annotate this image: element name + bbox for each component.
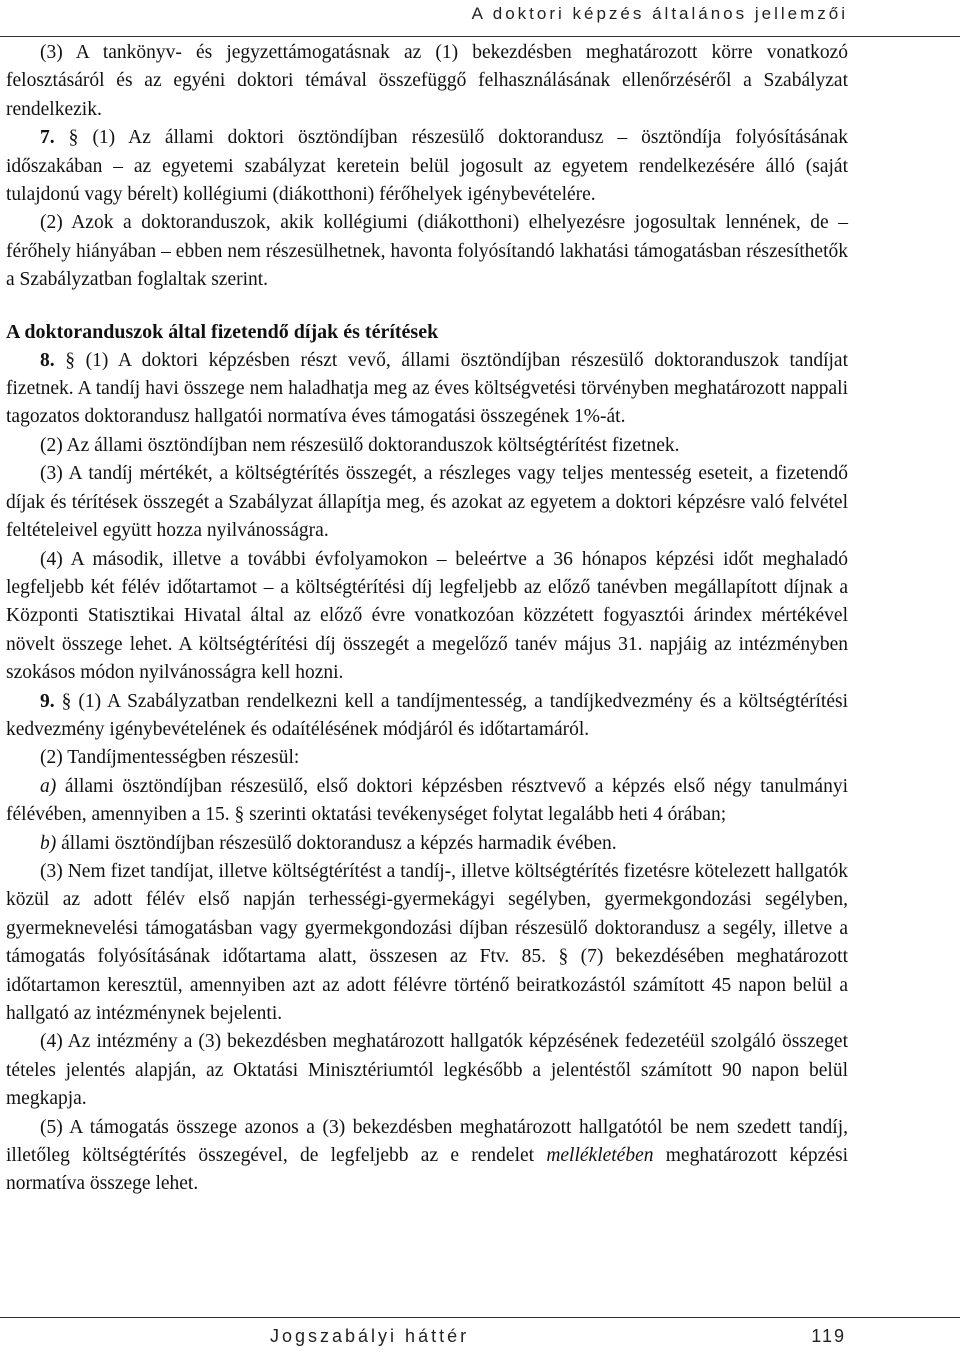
item-b-text: állami ösztöndíjban részesülő doktorandusz a képzés harmadik évében. — [56, 832, 617, 854]
paragraph-9-1 — [6, 688, 848, 745]
paragraph-9-1-text: § (1) A Szabályzatban rendelkezni kell a tandíjmentesség, a tandíjkedvezmény és a költségtérítési kedvezmény igénybevételének és odaítélésének módjáról és időtartamáról. — [6, 690, 848, 740]
paragraph-7-1 — [6, 124, 848, 209]
document-body — [6, 39, 848, 1199]
paragraph-7-2: (2) Azok a doktoranduszok, akik kollégiumi (diákotthoni) elhelyezésre jogosultak lennének, de – férőhely hiányában – ebben nem részesülhetnek, havonta folyósítandó lakhatási támogatásban részesíthetők a Szabályzatban foglaltak szerint. — [6, 212, 848, 291]
section-heading: A doktoranduszok által fizetendő díjak és térítések — [6, 320, 439, 343]
paragraph-9-3: (3) Nem fizet tandíjat, illetve költségtérítést a tandíj-, illetve költségtérítés fizetésre kötelezett hallgatók közül az adott félév első napján terhességi-gyermekágyi segélyben, gyermekgondozási segélyben, gyermeknevelési támogatásban vagy gyermekgondozási díjban részesülő doktorandusz a segély, illetve a támogatás folyósításának időtartama alatt, összesen az Ftv. 85. § (7) bekezdésében meghatározott időtartamon keresztül, amennyiben azt az adott félévre történő beiratkozástól számított 45 napon belül a hallgató az intézménynek bejelenti. — [6, 860, 848, 1024]
paragraph-8-4: (4) A második, illetve a további évfolyamokon – beleértve a 36 hónapos képzési időt meghaladó legfeljebb két félév időtartamot – a költségtérítési díj legfeljebb az előző tanévben megállapított díjnak a Központi Statisztikai Hivatal által az előző évre vonatkozóan közzétett fogyasztói árindex mértékével növelt összege lehet. A költségtérítési díj összegét a megelőző tanév május 31. napjáig az intézményben szokásos módon nyilvánosságra kell hozni. — [6, 548, 848, 684]
section-number-7: 7. — [40, 127, 55, 149]
paragraph-9-5-text-pre: (5) A támogatás összege azonos a (3) bekezdésben meghatározott hallgatótól be nem szedett tandíj, illetőleg költségtérítés összegével, de legfeljebb az e rendelet — [6, 1116, 848, 1167]
paragraph-9-5 — [6, 1114, 848, 1199]
item-a-text: állami ösztöndíjban részesülő, első doktori képzésben résztvevő a képzés első négy tanulmányi félévében, amennyiben a 15. § szerinti oktatási tevékenységet folytat legalább heti 4 órában; — [6, 775, 848, 826]
item-label-a: a) — [40, 775, 57, 797]
section-number-8: 8. — [40, 349, 55, 371]
paragraph-8-2: (2) Az állami ösztöndíjban nem részesülő doktoranduszok költségtérítést fizetnek. — [40, 434, 680, 456]
footer-title: Jogszabályi háttér — [270, 1326, 470, 1346]
paragraph-6-3: (3) A tankönyv- és jegyzettámogatásnak az (1) bekezdésben meghatározott körre vonatkozó felosztásáról és az egyéni doktori témával összefüggő felhasználásának ellenőrzéséről a Szabályzat rendelkezik. — [6, 42, 848, 120]
paragraph-9-2-b — [6, 830, 848, 858]
annex-reference: mellékletében — [546, 1145, 654, 1167]
item-label-b: b) — [40, 832, 57, 854]
running-header: A doktori képzés általános jellemzői — [471, 4, 848, 23]
paragraph-9-2-a — [6, 773, 848, 830]
paragraph-8-1-text: § (1) A doktori képzésben részt vevő, állami ösztöndíjban részesülő doktoranduszok tandíjat fizetnek. A tandíj havi összege nem haladhatja meg az éves költségvetési törvényben meghatározott nappali tagozatos doktorandusz hallgatói normatíva éves támogatási összegének 1%-át. — [6, 349, 848, 428]
page-number: 119 — [811, 1326, 846, 1346]
header-divider — [0, 36, 960, 37]
paragraph-9-4: (4) Az intézmény a (3) bekezdésben meghatározott hallgatók képzésének fedezetéül szolgáló összeget tételes jelentés alapján, az Oktatási Minisztériumtól legkésőbb a jelentéstől számított 90 napon belül megkapja. — [6, 1031, 848, 1110]
paragraph-8-3: (3) A tandíj mértékét, a költségtérítés összegét, a részleges vagy teljes mentesség eseteit, a fizetendő díjak és térítések összegét a Szabályzat állapítja meg, és azokat az egyetem a doktori képzésre való felvétel feltételeivel együtt hozza nyilvánosságra. — [6, 463, 848, 542]
paragraph-9-5-text-post: meghatározott képzési normatíva összege lehet. — [6, 1145, 848, 1195]
paragraph-9-2: (2) Tandíjmentességben részesül: — [40, 747, 300, 769]
paragraph-8-1 — [6, 347, 848, 432]
paragraph-7-1-text: § (1) Az állami doktori ösztöndíjban részesülő doktorandusz – ösztöndíja folyósításának időszakában – az egyetemi szabályzat keretein belül jogosult az egyetem rendelkezésére álló (saját tulajdonú vagy bérelt) kollégiumi (diákotthoni) férőhelyek igénybevételére. — [6, 127, 848, 206]
section-number-9: 9. — [40, 690, 55, 712]
footer-divider — [0, 1317, 960, 1318]
